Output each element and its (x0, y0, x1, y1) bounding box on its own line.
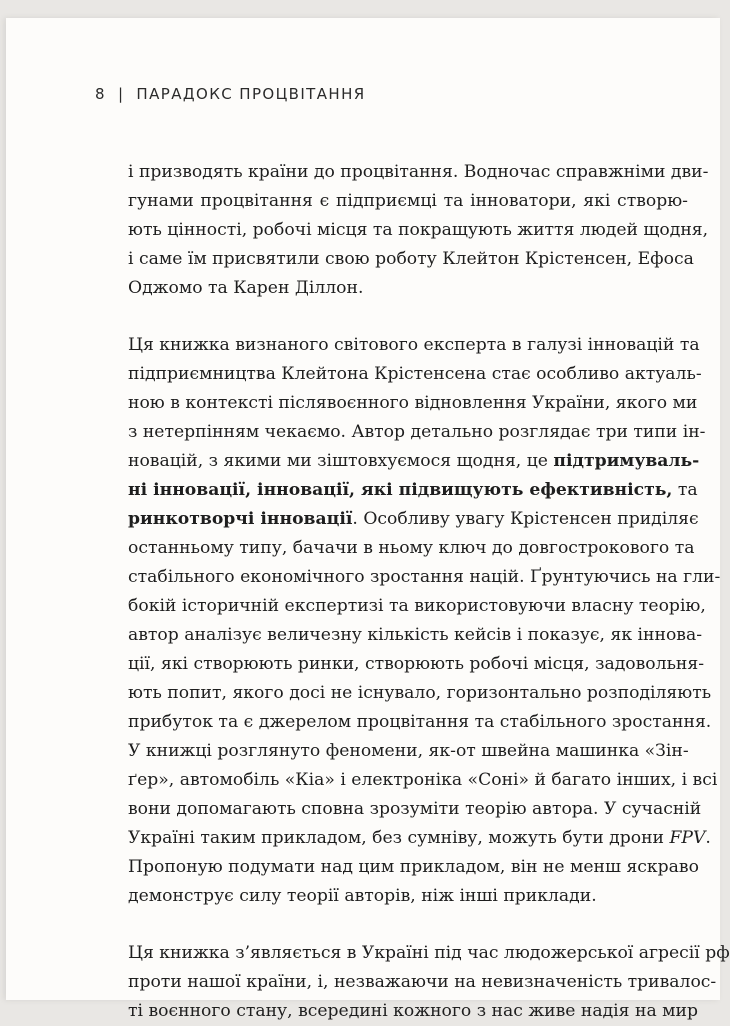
text-segment: автор аналізує величезну кількість кейсів і показує, як іннова- (128, 625, 703, 645)
text-segment: ною в контексті післявоєнного відновлення України, якого ми (128, 393, 698, 413)
text-line (128, 853, 699, 882)
text-line (128, 621, 703, 650)
paragraph (128, 158, 709, 303)
page-number: 8 (95, 85, 106, 103)
text-line (128, 766, 718, 795)
text-segment: останньому типу, бачачи в ньому ключ до довгострокового та (128, 538, 695, 558)
bold-term: підтримуваль- (553, 451, 700, 471)
text-segment: і призводять країни до процвітання. Водночас справжніми дви- (128, 162, 709, 182)
text-line (128, 158, 709, 187)
italic-term: FPV (669, 828, 706, 848)
text-segment: гунами процвітання є підприємці та інноватори, які створю- (128, 191, 688, 211)
text-line (128, 534, 695, 563)
text-line (128, 389, 698, 418)
text-line (128, 997, 698, 1026)
text-segment: підприємництва Клейтона Крістенсена стає особливо актуаль- (128, 364, 702, 384)
text-segment: новацій, з якими ми зіштовхуємося щодня, це (128, 451, 554, 471)
text-segment: ють попит, якого досі не існувало, горизонтально розподіляють (128, 683, 712, 703)
text-segment: . (705, 828, 711, 848)
text-segment: прибуток та є джерелом процвітання та стабільного зростання. (128, 712, 712, 732)
text-segment: Пропоную подумати над цим прикладом, він не менш яскраво (128, 857, 699, 877)
text-line (128, 650, 705, 679)
text-segment: і саме їм присвятили свою роботу Клейтон Крістенсен, Ефоса (128, 249, 694, 269)
text-line (128, 563, 721, 592)
text-segment: . Особливу увагу Крістенсен приділяє (352, 509, 699, 529)
text-line (128, 824, 711, 853)
paragraph (128, 939, 730, 1026)
text-segment: бокій історичній експертизі та використовуючи власну теорію, (128, 596, 706, 616)
text-segment: ють цінності, робочі місця та покращують життя людей щодня, (128, 220, 709, 240)
paragraph-gap (128, 303, 688, 331)
text-line (128, 447, 700, 476)
text-segment: ґер», автомобіль «Кіа» і електроніка «Соні» й багато інших, і всі (128, 770, 718, 790)
text-segment: Оджомо та Карен Діллон. (128, 278, 364, 298)
text-line (128, 187, 688, 216)
text-segment: стабільного економічного зростання націй. Ґрунтуючись на гли- (128, 567, 721, 587)
paragraph (128, 331, 721, 911)
text-segment: У книжці розглянуто феномени, як-от швейна машинка «Зін- (128, 741, 689, 761)
text-segment: Україні таким прикладом, без сумніву, можуть бути дрони (128, 828, 670, 848)
text-line (128, 505, 699, 534)
header-separator: | (117, 85, 125, 103)
text-segment: з нетерпінням чекаємо. Автор детально розглядає три типи ін- (128, 422, 706, 442)
text-line (128, 476, 698, 505)
text-segment: проти нашої країни, і, незважаючи на невизначеність тривалос- (128, 972, 717, 992)
text-segment: ції, які створюють ринки, створюють робочі місця, задовольня- (128, 654, 705, 674)
text-line (128, 795, 702, 824)
text-segment: демонструє силу теорії авторів, ніж інші приклади. (128, 886, 597, 906)
paragraph-gap (128, 911, 688, 939)
text-segment: Ця книжка визнаного світового експерта в галузі інновацій та (128, 335, 700, 355)
text-line (128, 418, 706, 447)
running-head (95, 85, 366, 103)
text-segment: вони допомагають сповна зрозуміти теорію автора. У сучасній (128, 799, 702, 819)
text-line (128, 968, 717, 997)
book-title: ПАРАДОКС ПРОЦВІТАННЯ (136, 85, 366, 103)
text-line (128, 245, 694, 274)
text-segment: Ця книжка з’являється в Україні під час людожерської агресії рф (128, 943, 730, 963)
bold-term: ринкотворчі інновації (128, 509, 353, 529)
text-line (128, 679, 712, 708)
bold-term: ні інновації, інновації, які підвищують ефективність, (128, 480, 673, 500)
text-line (128, 592, 706, 621)
text-line (128, 331, 700, 360)
text-line (128, 274, 688, 303)
text-line (128, 939, 730, 968)
book-page (6, 18, 730, 1021)
text-line (128, 216, 709, 245)
text-line (128, 360, 702, 389)
text-line (128, 737, 688, 766)
text-line (128, 882, 688, 911)
text-line (128, 708, 712, 737)
text-segment: ті воєнного стану, всередині кожного з нас живе надія на мир (128, 1001, 698, 1021)
text-segment: та (672, 480, 698, 500)
body-text (128, 158, 730, 1026)
